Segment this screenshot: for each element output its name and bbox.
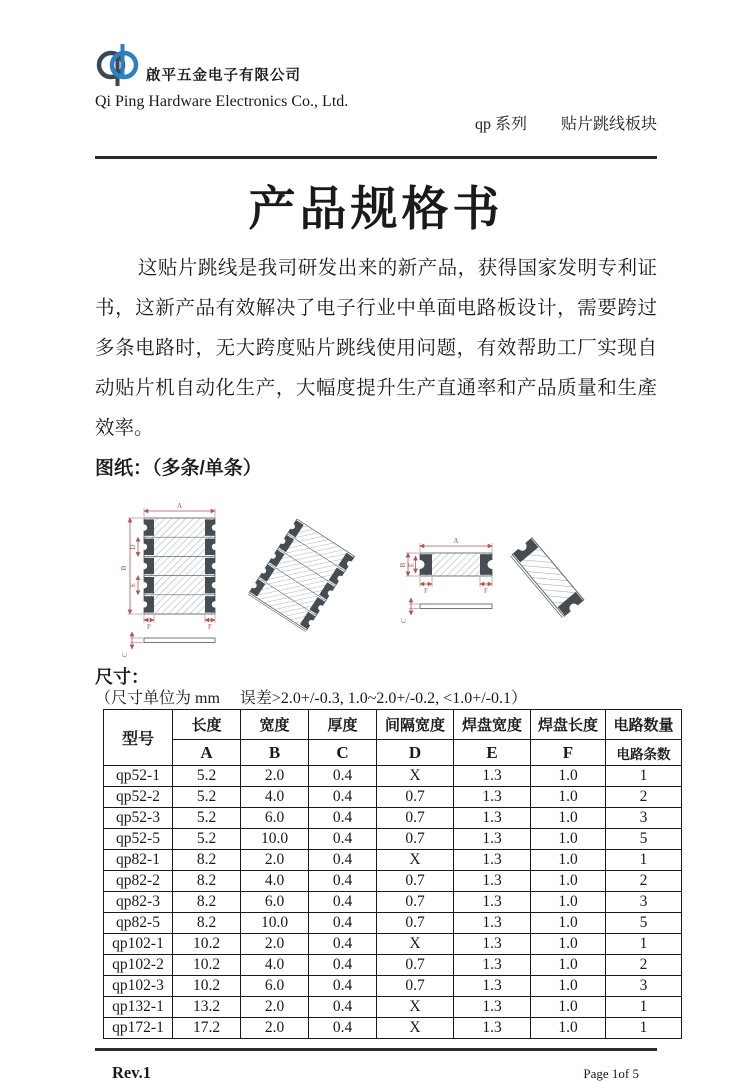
pads-left	[141, 520, 154, 613]
dim-label-F: F	[208, 623, 212, 632]
table-row	[104, 829, 682, 850]
value-cell: 1.0	[531, 766, 606, 787]
value-cell: 1.3	[454, 997, 531, 1018]
value-cell: X	[377, 766, 454, 787]
intro-paragraph: 这贴片跳线是我司研发出来的新产品，获得国家发明专利证书，这新产品有效解决了电子行业中单面电路板设计，需要跨过多条电路时，无大跨度贴片跳线使用问题，有效帮助工厂实现自动贴片机自动化生产，大幅度提升生产直通率和产品质量和生產效率。	[95, 258, 657, 440]
table-row	[104, 850, 682, 871]
value-cell: 0.4	[309, 787, 377, 808]
value-cell: 1.3	[454, 829, 531, 850]
value-cell: 1.0	[531, 955, 606, 976]
col-subheader-E: E	[454, 740, 531, 766]
value-cell: 0.7	[377, 976, 454, 997]
value-cell: 0.4	[309, 766, 377, 787]
value-cell: 6.0	[241, 808, 309, 829]
technical-drawings	[95, 489, 657, 664]
dim-label-B: B	[120, 566, 128, 571]
value-cell: 1.0	[531, 1018, 606, 1039]
value-cell: 2.0	[241, 850, 309, 871]
col-subheader-D: D	[377, 740, 454, 766]
value-cell: 3	[606, 808, 682, 829]
value-cell: 10.0	[241, 829, 309, 850]
table-row	[104, 892, 682, 913]
dim-label-F: F	[484, 587, 488, 596]
table-row	[104, 871, 682, 892]
value-cell: 8.2	[173, 850, 241, 871]
value-cell: 1.3	[454, 892, 531, 913]
table-row	[104, 766, 682, 787]
value-cell: 1.3	[454, 766, 531, 787]
value-cell: 0.7	[377, 829, 454, 850]
table-row	[104, 1018, 682, 1039]
model-cell: qp82-5	[104, 913, 173, 934]
value-cell: 1.0	[531, 871, 606, 892]
value-cell: 1	[606, 850, 682, 871]
page-number: Page 1of 5	[583, 1066, 639, 1082]
value-cell: 1	[606, 766, 682, 787]
col-header-thickness: 厚度	[309, 710, 377, 740]
value-cell: X	[377, 934, 454, 955]
table-row	[104, 976, 682, 997]
value-cell: 0.4	[309, 829, 377, 850]
value-cell: 2.0	[241, 766, 309, 787]
model-cell: qp82-2	[104, 871, 173, 892]
value-cell: 8.2	[173, 913, 241, 934]
value-cell: 1.3	[454, 1018, 531, 1039]
dim-label-F: F	[424, 587, 428, 596]
value-cell: 0.4	[309, 934, 377, 955]
table-row	[104, 997, 682, 1018]
value-cell: 4.0	[241, 787, 309, 808]
spec-table-header	[104, 710, 682, 766]
header-subrow	[95, 93, 657, 152]
value-cell: 3	[606, 892, 682, 913]
value-cell: 10.2	[173, 934, 241, 955]
value-cell: 8.2	[173, 892, 241, 913]
dim-label-C: C	[121, 652, 129, 658]
value-cell: 1.0	[531, 934, 606, 955]
value-cell: 5	[606, 913, 682, 934]
value-cell: 1.3	[454, 808, 531, 829]
col-subheader-C: C	[309, 740, 377, 766]
value-cell: 4.0	[241, 871, 309, 892]
value-cell: 5.2	[173, 787, 241, 808]
value-cell: 1.0	[531, 787, 606, 808]
table-row	[104, 787, 682, 808]
side-view-multi	[144, 638, 215, 643]
model-cell: qp52-2	[104, 787, 173, 808]
value-cell: 8.2	[173, 871, 241, 892]
value-cell: 1.0	[531, 997, 606, 1018]
value-cell: 1.3	[454, 787, 531, 808]
value-cell: 1.3	[454, 976, 531, 997]
value-cell: 6.0	[241, 976, 309, 997]
value-cell: 0.7	[377, 787, 454, 808]
value-cell: 0.7	[377, 892, 454, 913]
value-cell: 2.0	[241, 1018, 309, 1039]
value-cell: 17.2	[173, 1018, 241, 1039]
col-subheader-A: A	[173, 740, 241, 766]
figure-multi-front	[120, 502, 218, 657]
value-cell: 5.2	[173, 808, 241, 829]
value-cell: 10.2	[173, 976, 241, 997]
value-cell: 0.7	[377, 913, 454, 934]
value-cell: 2.0	[241, 934, 309, 955]
dim-label-A: A	[453, 537, 459, 546]
company-name-en: Qi Ping Hardware Electronics Co., Ltd.	[95, 93, 349, 110]
value-cell: X	[377, 1018, 454, 1039]
model-cell: qp102-3	[104, 976, 173, 997]
dim-label-D: D	[129, 544, 137, 550]
spec-table	[103, 709, 682, 1039]
value-cell: 0.7	[377, 955, 454, 976]
value-cell: 1.3	[454, 871, 531, 892]
value-cell: 2	[606, 955, 682, 976]
figure-single-iso	[508, 535, 587, 622]
col-header-length: 长度	[173, 710, 241, 740]
model-cell: qp52-3	[104, 808, 173, 829]
col-header-gap-width: 间隔宽度	[377, 710, 454, 740]
side-view-single	[420, 604, 492, 609]
value-cell: 1.0	[531, 976, 606, 997]
dim-label-C: C	[400, 618, 408, 624]
value-cell: 0.4	[309, 850, 377, 871]
value-cell: 0.4	[309, 976, 377, 997]
col-header-model: 型号	[104, 710, 173, 766]
figure-multi-iso	[246, 518, 357, 634]
col-header-circuit-count: 电路数量	[606, 710, 682, 740]
value-cell: 2	[606, 871, 682, 892]
col-header-width: 宽度	[241, 710, 309, 740]
page-title: 产品规格书	[248, 182, 504, 235]
value-cell: 0.4	[309, 871, 377, 892]
value-cell: 1.3	[454, 934, 531, 955]
company-logo-icon	[95, 42, 142, 88]
header	[95, 42, 657, 88]
dim-label-A: A	[176, 502, 183, 511]
revision-label: Rev.1	[112, 1063, 151, 1083]
value-cell: 1	[606, 1018, 682, 1039]
value-cell: 2.0	[241, 997, 309, 1018]
model-cell: qp82-3	[104, 892, 173, 913]
value-cell: 1.0	[531, 808, 606, 829]
value-cell: 5	[606, 829, 682, 850]
model-cell: qp102-2	[104, 955, 173, 976]
value-cell: 1.3	[454, 913, 531, 934]
col-subheader-F: F	[531, 740, 606, 766]
value-cell: 0.4	[309, 913, 377, 934]
table-row	[104, 955, 682, 976]
value-cell: 10.0	[241, 913, 309, 934]
footer-rule	[95, 1048, 657, 1051]
value-cell: 1.0	[531, 829, 606, 850]
value-cell: 1	[606, 934, 682, 955]
series-label: qp 系列	[474, 116, 527, 133]
model-cell: qp52-1	[104, 766, 173, 787]
col-subheader-circuit-strips: 电路条数	[606, 740, 682, 766]
value-cell: 10.2	[173, 955, 241, 976]
module-label: 贴片跳线板块	[560, 116, 657, 133]
value-cell: 1.3	[454, 850, 531, 871]
value-cell: 2	[606, 787, 682, 808]
value-cell: 1.3	[454, 955, 531, 976]
footer	[95, 1063, 657, 1083]
value-cell: 0.4	[309, 892, 377, 913]
value-cell: 1.0	[531, 913, 606, 934]
dim-label-E: E	[407, 563, 416, 568]
dim-label-E: E	[129, 583, 137, 588]
value-cell: 3	[606, 976, 682, 997]
value-cell: 4.0	[241, 955, 309, 976]
spec-table-body	[104, 766, 682, 1039]
header-rule	[95, 156, 657, 159]
figure-single-front	[399, 537, 497, 623]
value-cell: 0.4	[309, 997, 377, 1018]
dim-label-B: B	[399, 563, 407, 568]
value-cell: X	[377, 850, 454, 871]
value-cell: 6.0	[241, 892, 309, 913]
size-heading: 尺寸：	[95, 667, 149, 688]
col-subheader-B: B	[241, 740, 309, 766]
value-cell: 5.2	[173, 829, 241, 850]
pads-right	[205, 520, 218, 613]
drawings-heading: 图纸：（多条/单条）	[95, 458, 262, 480]
col-header-pad-width: 焊盘宽度	[454, 710, 531, 740]
value-cell: 13.2	[173, 997, 241, 1018]
series-block	[451, 93, 657, 152]
value-cell: 0.4	[309, 808, 377, 829]
value-cell: 0.7	[377, 871, 454, 892]
table-row	[104, 808, 682, 829]
value-cell: 1.0	[531, 892, 606, 913]
col-header-pad-length: 焊盘长度	[531, 710, 606, 740]
company-name-cn: 啟平五金电子有限公司	[146, 68, 301, 84]
table-row	[104, 913, 682, 934]
model-cell: qp172-1	[104, 1018, 173, 1039]
value-cell: 5.2	[173, 766, 241, 787]
size-tolerance-note: （尺寸单位为 mm 误差>2.0+/-0.3, 1.0~2.0+/-0.2, <1.0+/-0.1）	[95, 690, 527, 708]
value-cell: 0.4	[309, 1018, 377, 1039]
value-cell: 0.4	[309, 955, 377, 976]
value-cell: 1.0	[531, 850, 606, 871]
model-cell: qp82-1	[104, 850, 173, 871]
model-cell: qp132-1	[104, 997, 173, 1018]
table-row	[104, 934, 682, 955]
dim-label-F: F	[147, 623, 151, 632]
value-cell: X	[377, 997, 454, 1018]
value-cell: 0.7	[377, 808, 454, 829]
value-cell: 1	[606, 997, 682, 1018]
model-cell: qp102-1	[104, 934, 173, 955]
model-cell: qp52-5	[104, 829, 173, 850]
